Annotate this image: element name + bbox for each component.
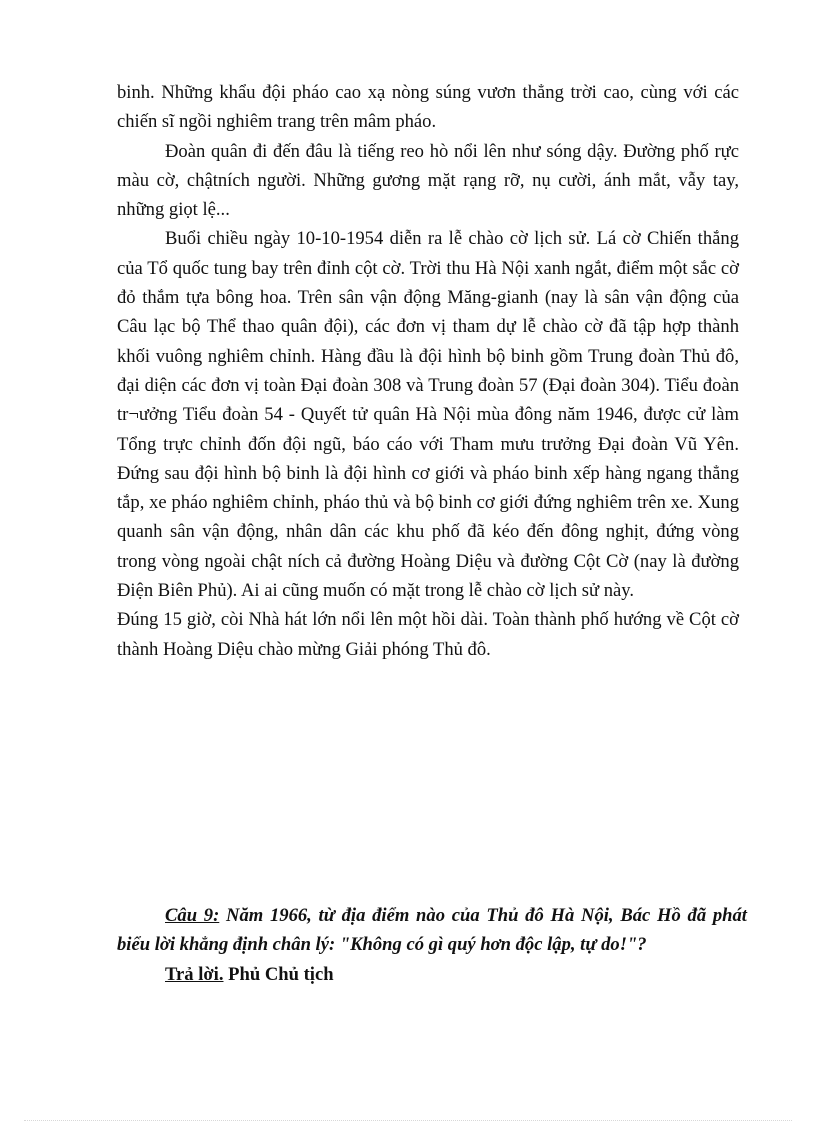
- question-9: [117, 901, 747, 960]
- answer-line: [117, 960, 747, 989]
- question-text: Năm 1966, từ địa điểm nào của Thủ đô Hà Nội, Bác Hồ đã phát biểu lời khẳng định chân lý: "Không có gì quý hơn độc lập, tự do!"?: [117, 905, 747, 956]
- question-answer-block: [117, 901, 747, 989]
- answer-text: Phủ Chủ tịch: [223, 963, 334, 985]
- paragraph-procession: Đoàn quân đi đến đâu là tiếng reo hò nổi lên như sóng dậy. Đường phố rực màu cờ, chậtních người. Những gương mặt rạng rỡ, nụ cười, ánh mắt, vẫy tay, những giọt lệ...: [117, 140, 739, 221]
- article-body: [117, 78, 739, 664]
- question-label: Câu 9:: [165, 905, 220, 926]
- paragraph-continuation: binh. Những khẩu đội pháo cao xạ nòng súng vươn thẳng trời cao, cùng với các chiến sĩ ngồi nghiêm trang trên mâm pháo.: [117, 82, 739, 133]
- paragraph-flag-ceremony: Buổi chiều ngày 10-10-1954 diễn ra lễ chào cờ lịch sử. Lá cờ Chiến thắng của Tổ quốc tung bay trên đỉnh cột cờ. Trời thu Hà Nội xanh ngắt, điểm một sắc cờ đỏ thắm tựa bông hoa. Trên sân vận động Măng-gianh (nay là sân vận động của Câu lạc bộ Thể thao quân đội), các đơn vị tham dự lễ chào cờ đã tập hợp thành khối vuông nghiêm chỉnh. Hàng đầu là đội hình bộ binh gồm Trung đoàn Thủ đô, đại diện các đơn vị toàn Đại đoàn 308 và Trung đoàn 57 (Đại đoàn 304). Tiểu đoàn tr¬ưởng Tiểu đoàn 54 - Quyết tử quân Hà Nội mùa đông năm 1946, được cử làm Tổng trực chỉnh đốn đội ngũ, báo cáo với Tham mưu trưởng Đại đoàn Vũ Yên. Đứng sau đội hình bộ binh là đội hình cơ giới và pháo binh xếp hàng ngang thẳng tắp, xe pháo nghiêm chỉnh, pháo thủ và bộ binh cơ giới đứng nghiêm trên xe. Xung quanh sân vận động, nhân dân các khu phố đã kéo đến đông nghịt, đứng vòng trong vòng ngoài chật ních cả đường Hoàng Diệu và đường Cột Cờ (nay là đường Điện Biên Phủ). Ai ai cũng muốn có mặt trong lễ chào cờ lịch sử này.: [117, 228, 739, 602]
- page-bottom-divider: [24, 1120, 792, 1121]
- answer-label: Trả lời.: [165, 963, 224, 985]
- paragraph-opera-siren: Đúng 15 giờ, còi Nhà hát lớn nổi lên một hồi dài. Toàn thành phố hướng về Cột cờ thành Hoàng Diệu chào mừng Giải phóng Thủ đô.: [117, 609, 739, 660]
